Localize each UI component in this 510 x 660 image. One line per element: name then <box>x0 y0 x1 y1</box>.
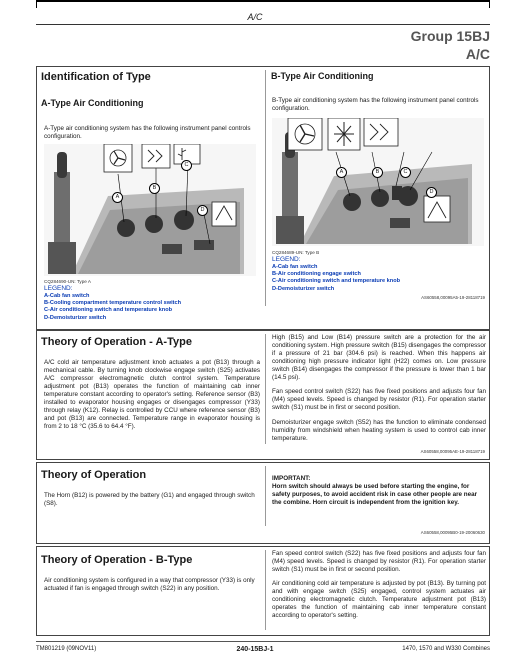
footer-right: 1470, 1570 and W330 Combines <box>402 646 490 652</box>
b-legend-item: C-Air conditioning switch and temperature knob <box>272 278 401 285</box>
callout-b: B <box>149 183 160 194</box>
b-type-caption: CQ284689-UN: Type B <box>272 250 320 255</box>
a-type-intro: A-Type air conditioning system has the following instrument panel controls configuration. <box>44 125 251 140</box>
callout-c: C <box>400 167 411 178</box>
theory-horn-title: Theory of Operation <box>41 469 147 481</box>
a-legend-item: B-Cooling compartment temperature control switch <box>44 300 182 307</box>
theory-b-right-text-2: Air conditioning cold air temperature is adjusted by pot (B13). By turning pot and with engage switch (S25) engaged, control system actuates air conditioning electromagnetic clutch. Temperature adjustment pot (B13) operates the function of maintaining cab inner temperature constant according to operator's setting. <box>272 580 486 619</box>
section1-ref: AS60558,00095A5-19-28118719 <box>421 295 485 300</box>
theory-b-title: Theory of Operation - B-Type <box>41 554 193 566</box>
theory-a-right-text-1: High (B15) and Low (B14) pressure switch are a protection for the air conditioning system. High pressure switch (B15) disengages the compressor if a pressure of 21 bar (304.6 psi) is reached. When this happens air conditioning high pressure indicator light (H22) comes on. Low pressure switch (B14) disengages the compressor if the pressure is lower than 1 bar (14.5 psi). <box>272 334 486 381</box>
a-type-legend <box>44 293 259 322</box>
callout-d: D <box>426 187 437 198</box>
theory-b-right-text-1: Fan speed control switch (S22) has five fixed positions and adjusts four fan (M4) speed levels. Speed is changed by resistor (R1). For operation starter switch (S1) must be in first or second position. <box>272 550 486 573</box>
theory-a-right-text-3: Demoisturizer engage switch (S52) has the function to eliminate condensed humidity from windshield when heating system is used to control cab inner temperature. <box>272 419 486 442</box>
important-text: Horn switch should always be used before starting the engine, for safety purposes, to avoid accident risk in case other people are near the combine. Horn circuit is independent from the ignition key. <box>272 483 478 506</box>
theory-a-left-text: A/C cold air temperature adjustment knob actuates a pot (B13) through a mechanical cable. By turning knob clockwise engage switch (S25) activates A/C compressor electromagnetic clutch control system. Temperature adjustment pot (B13) operates the function of maintaining cab inner temperature constant according to operator's setting. Reference sensor (B3) installed to evaporator housing engages or disengages compressor (Y33) through relay (K12). Relay is controlled by CCU where reference sensor (B3) and pot (B13) are connected. Temperature range in evaporator housing is from 2 to 18 °C (35.6 to 64.4 °F). <box>44 359 260 430</box>
top-border <box>36 0 490 2</box>
callout-a: A <box>336 167 347 178</box>
b-type-heading: B-Type Air Conditioning <box>271 71 374 81</box>
b-type-intro: B-Type air conditioning system has the following instrument panel controls configuration. <box>272 97 479 112</box>
b-legend-item: D-Demoisturizer switch <box>272 285 335 292</box>
top-right-tick <box>489 0 490 8</box>
section2-ref: AS60558,00095AE-19-28118719 <box>420 449 485 454</box>
group-label: Group 15BJ <box>410 28 490 44</box>
page-number: 240-15BJ-1 <box>236 646 274 653</box>
a-type-heading: A-Type Air Conditioning <box>41 98 144 108</box>
callout-a: A <box>112 192 123 203</box>
callout-d: D <box>197 205 208 216</box>
a-type-legend-heading: LEGEND: <box>44 285 73 292</box>
footer-rule <box>36 641 490 642</box>
b-type-legend <box>272 264 487 293</box>
important-label: IMPORTANT: <box>272 475 311 482</box>
a-legend-item: A-Cab fan switch <box>44 293 90 299</box>
column-divider <box>265 334 266 444</box>
column-divider <box>265 466 266 526</box>
group-sublabel: A/C <box>465 46 490 62</box>
callout-b: B <box>372 167 383 178</box>
a-type-panel-figure <box>44 144 256 276</box>
column-divider <box>265 70 266 306</box>
a-legend-item: C-Air conditioning switch and temperature knob <box>44 307 173 314</box>
footer-left: TM801219 (09NOV11) <box>36 646 97 652</box>
theory-b-left-text: Air conditioning system is configured in a way that compressor (Y33) is only actuated if fan is engaged through switch (S22) in any position. <box>44 577 255 592</box>
header-rule <box>36 24 490 25</box>
b-type-panel-figure <box>272 118 484 246</box>
b-type-legend-heading: LEGEND: <box>272 256 301 263</box>
b-legend-item: B-Air conditioning engage switch <box>272 271 361 278</box>
callout-c: C <box>181 160 192 171</box>
a-type-caption: CQ284690-UN: Type A <box>44 279 91 284</box>
theory-horn-text: The Horn (B12) is powered by the battery (G1) and engaged through switch (S8). <box>44 492 255 507</box>
identification-title: Identification of Type <box>41 71 151 83</box>
top-left-tick <box>36 0 37 8</box>
section3-ref: AS60558,00095B0-19-20060630 <box>420 530 485 535</box>
running-header: A/C <box>247 12 263 22</box>
theory-a-title: Theory of Operation - A-Type <box>41 336 192 348</box>
b-legend-item: A-Cab fan switch <box>272 264 318 270</box>
a-legend-item: D-Demoisturizer switch <box>44 314 107 321</box>
column-divider <box>265 550 266 630</box>
theory-a-right-text-2: Fan speed control switch (S22) has five fixed positions and adjusts four fan (M4) speed levels. Speed is changed by resistor (R1). For operation starter switch (S1) must be in first or second position. <box>272 388 486 411</box>
